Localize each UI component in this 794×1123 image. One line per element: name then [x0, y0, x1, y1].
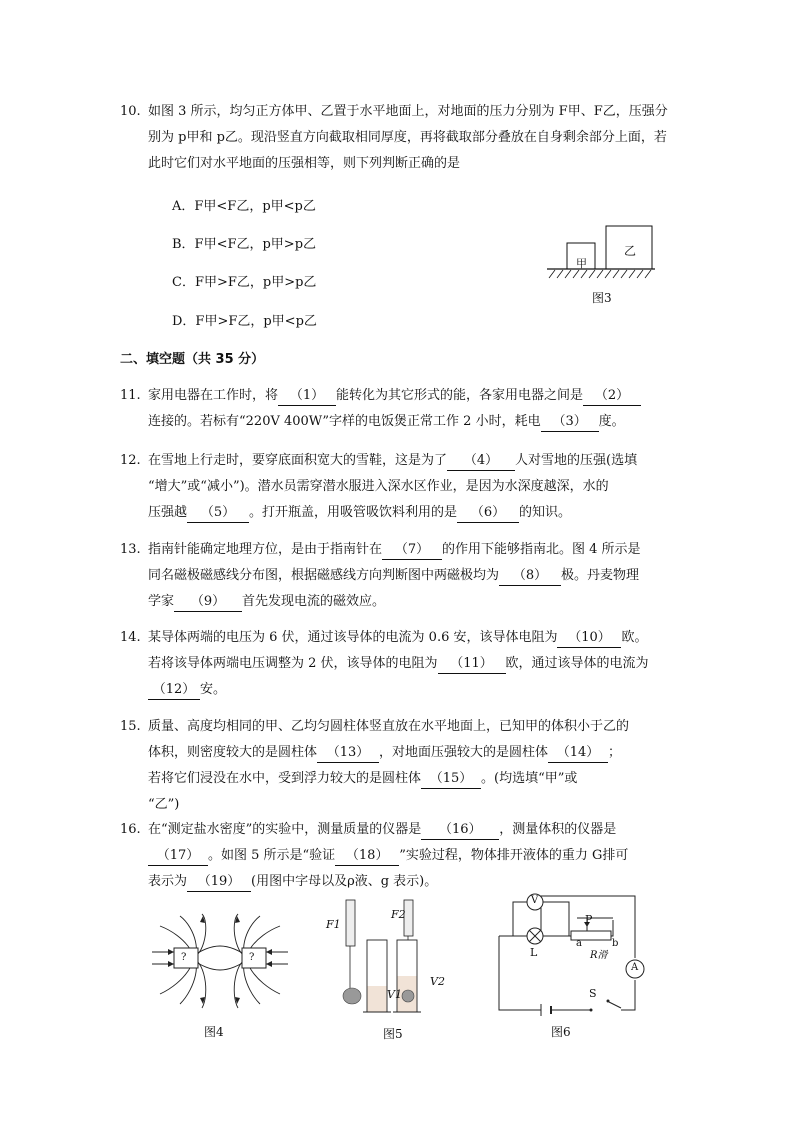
question-text: 欧。 [621, 630, 648, 645]
blank-7[interactable]: （7） [382, 541, 442, 560]
label-v1: V1 [387, 988, 402, 1001]
figure-3 [545, 222, 657, 284]
figure-4-caption: 图4 [204, 1025, 224, 1039]
question-text: 能转化为其它形式的能，各家用电器之间是 [336, 388, 584, 403]
right-pole-label: ? [249, 952, 255, 963]
rheostat-end-b: b [612, 938, 619, 949]
question-text: 在雪地上行走时，要穿底面积宽大的雪鞋，这是为了 [148, 453, 448, 468]
cube-yi-label: 乙 [624, 244, 637, 258]
question-text: 的作用下能够指南北。图 4 所示是 [442, 542, 641, 557]
figure-5-caption: 图5 [383, 1027, 403, 1041]
blank-2[interactable]: （2） [583, 387, 641, 406]
question-number: 14. [120, 630, 141, 645]
blank-1[interactable]: （1） [278, 387, 336, 406]
blank-16[interactable]: （16） [421, 821, 499, 840]
question-15 [120, 715, 680, 815]
question-14 [120, 626, 680, 706]
label-f1: F1 [326, 918, 341, 931]
question-text: 压强越 [148, 505, 188, 520]
question-text: ”实验过程，物体排开液体的重力 G排可 [399, 848, 629, 863]
ammeter-label: A [631, 962, 639, 973]
cube-jia-label: 甲 [576, 257, 587, 270]
blank-18[interactable]: （18） [335, 847, 399, 866]
question-text: 欧，通过该导体的电流为 [505, 656, 649, 671]
question-number: 11. [120, 388, 141, 403]
option-c: C．F甲>F乙，p甲>p乙 [172, 275, 317, 290]
switch-label: S [589, 987, 597, 1000]
question-text: 表示为 [148, 874, 188, 889]
question-text: 体积，则密度较大的是圆柱体 [148, 745, 318, 760]
blank-3[interactable]: （3） [541, 413, 599, 432]
blank-17[interactable]: （17） [148, 847, 208, 866]
question-text: 同名磁极磁感线分布图，根据磁感线方向判断图中两磁极均为 [148, 568, 500, 583]
figure-4 [150, 912, 290, 1012]
blank-14[interactable]: （14） [548, 744, 608, 763]
question-text: 的知识。 [519, 505, 572, 520]
figure-6 [495, 884, 645, 1014]
figure-3-caption: 图3 [592, 291, 612, 305]
question-text: 安。 [200, 682, 227, 697]
question-text: 。打开瓶盖，用吸管吸饮料利用的是 [249, 505, 458, 520]
question-text: 若将它们浸没在水中，受到浮力较大的是圆柱体 [148, 771, 422, 786]
question-text: 质量、高度均相同的甲、乙均匀圆柱体竖直放在水平地面上，已知甲的体积小于乙的 [148, 719, 630, 734]
question-text-line: 此时它们对水平地面的压强相等，则下列判断正确的是 [148, 156, 461, 171]
question-text: 。(均选填“甲”或 [481, 771, 578, 786]
figure-6-caption: 图6 [551, 1025, 571, 1039]
left-pole-label: ? [181, 952, 187, 963]
question-text: 指南针能确定地理方位，是由于指南针在 [148, 542, 383, 557]
question-text: 学家 [148, 594, 175, 609]
blank-10[interactable]: （10） [557, 629, 621, 648]
blank-4[interactable]: （4） [447, 452, 515, 471]
question-text: 度。 [598, 414, 625, 429]
question-text: 某导体两端的电压为 6 伏，通过该导体的电流为 0.6 安，该导体电阻为 [148, 630, 558, 645]
rheostat-label: R滑 [590, 950, 608, 961]
question-text: 首先发现电流的磁效应。 [242, 594, 386, 609]
blank-12[interactable]: （12） [148, 681, 200, 700]
question-text: ，测量体积的仪器是 [499, 822, 617, 837]
rheostat-end-a: a [576, 938, 582, 949]
question-11 [120, 384, 680, 434]
voltmeter-label: V [531, 895, 539, 906]
label-f2: F2 [391, 908, 406, 921]
question-12 [120, 449, 680, 529]
question-text: (用图中字母以及ρ液、g 表示)。 [251, 874, 438, 889]
slider-p-label: P [585, 913, 593, 926]
option-b: B．F甲<F乙，p甲>p乙 [172, 237, 317, 252]
question-text: 连接的。若标有“220V 400W”字样的电饭煲正常工作 2 小时，耗电 [148, 414, 541, 429]
blank-5[interactable]: （5） [187, 504, 249, 523]
blank-11[interactable]: （11） [438, 655, 506, 674]
question-number: 15. [120, 719, 141, 734]
blank-6[interactable]: （6） [457, 504, 519, 523]
question-text: 若将该导体两端电压调整为 2 伏，该导体的电阻为 [148, 656, 438, 671]
question-number: 13. [120, 542, 141, 557]
blank-13[interactable]: （13） [317, 744, 379, 763]
question-text: 。如图 5 所示是“验证 [208, 848, 336, 863]
question-text: 在“测定盐水密度”的实验中，测量质量的仪器是 [148, 822, 422, 837]
question-text: 极。丹麦物理 [561, 568, 640, 583]
option-a: A．F甲<F乙，p甲<p乙 [172, 199, 316, 214]
question-text: 家用电器在工作时，将 [148, 388, 279, 403]
question-number: 16. [120, 822, 141, 837]
blank-8[interactable]: （8） [499, 567, 561, 586]
figure-5 [330, 898, 450, 1020]
blank-9[interactable]: （9） [174, 593, 242, 612]
question-13 [120, 538, 680, 618]
question-text-line: 别为 p甲和 p乙。现沿竖直方向截取相同厚度，再将截取部分叠放在自身剩余部分上面，若 [148, 130, 667, 145]
question-text: “乙”) [148, 797, 180, 812]
question-text: ； [608, 745, 622, 760]
option-d: D．F甲>F乙，p甲<p乙 [172, 314, 317, 329]
question-text-line: 如图 3 所示，均匀正方体甲、乙置于水平地面上，对地面的压力分别为 F甲、F乙，压强分 [148, 104, 668, 119]
question-text: “增大”或“减小”)。潜水员需穿潜水服进入深水区作业，是因为水深度越深，水的 [148, 479, 609, 494]
blank-19[interactable]: （19） [187, 873, 251, 892]
question-text: ，对地面压强较大的是圆柱体 [379, 745, 549, 760]
section-heading: 二、填空题（共 35 分） [120, 352, 265, 367]
blank-15[interactable]: （15） [421, 770, 481, 789]
lamp-label: L [530, 946, 538, 959]
question-10 [120, 100, 680, 180]
question-number: 12. [120, 453, 141, 468]
question-text: 人对雪地的压强(选填 [515, 453, 638, 468]
label-v2: V2 [430, 975, 445, 988]
question-number: 10. [120, 104, 141, 119]
